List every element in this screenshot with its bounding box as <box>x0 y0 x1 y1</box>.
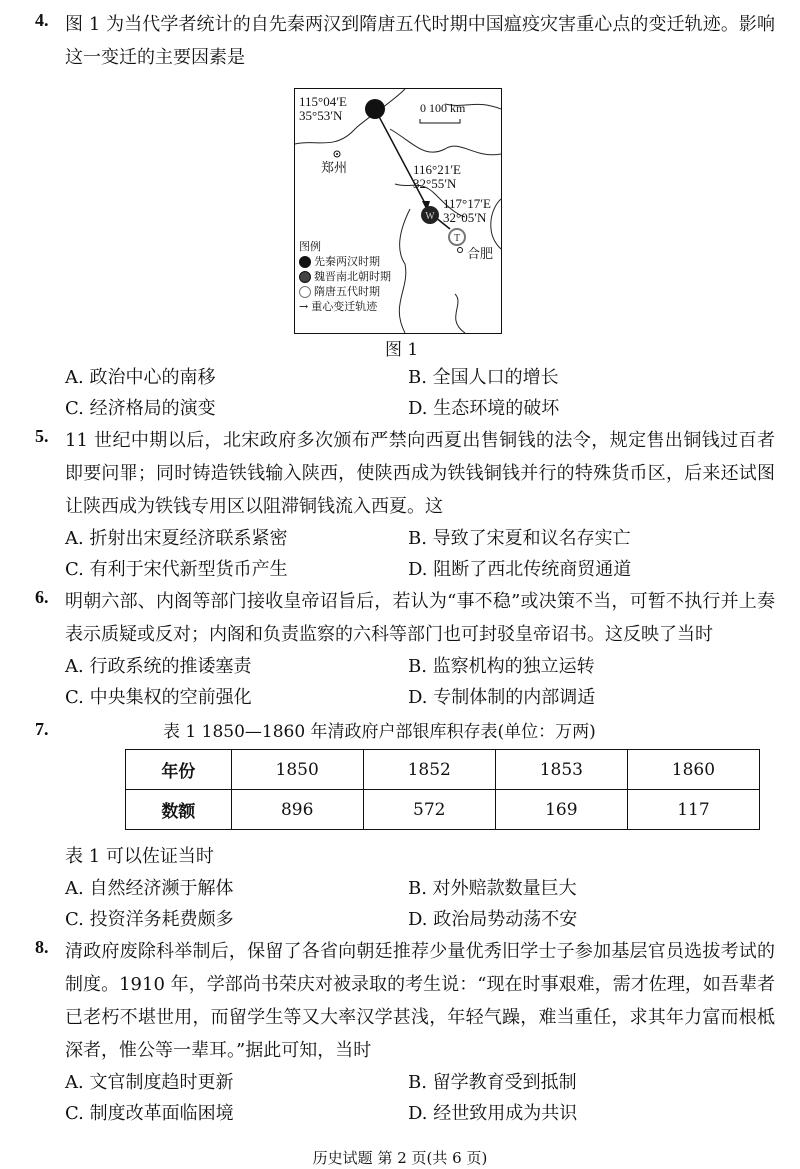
option-b[interactable]: B. 全国人口的增长 <box>408 367 559 388</box>
option-d[interactable]: D. 经世致用成为共识 <box>408 1103 578 1124</box>
question-stem: 明朝六部、内阁等部门接收皇帝诏旨后，若认为“事不稳”或决策不当，可暂不执行并上奏表示质疑或反对；内阁和负责监察的六科等部门也可封驳皇帝诏书。这反映了当时 <box>65 591 775 645</box>
question-6 <box>35 585 775 713</box>
option-a[interactable]: A. 文官制度趋时更新 <box>65 1072 234 1093</box>
city-zhengzhou: 郑州 <box>321 160 348 175</box>
table-caption: 表 1 1850—1860 年清政府户部银库积存表(单位：万两) <box>163 722 596 742</box>
table-cell: 1850 <box>231 750 363 790</box>
option-c[interactable]: C. 投资洋务耗费颇多 <box>65 909 234 930</box>
question-7 <box>35 717 775 935</box>
city-hefei: 合肥 <box>467 246 494 261</box>
question-number: 4. <box>35 10 49 30</box>
question-4 <box>35 8 775 74</box>
point-2-coords: 116°21′E 32°55′N <box>413 162 462 191</box>
question-stem: 清政府废除科举制后，保留了各省向朝廷推荐少量优秀旧学士子参加基层官员选拔考试的制度。1910 年，学部尚书荣庆对被录取的考生说：“现在时事艰难，需才佐理，如吾辈者已老朽不堪世用，而留学生等又大率汉学甚浅，年轻气躁，难当重任，求其年力富而根柢深者，惟公等一辈耳。”据此可知，当时 <box>65 941 775 1061</box>
option-c[interactable]: C. 制度改革面临困境 <box>65 1103 234 1124</box>
marker-pre-qin-han <box>365 99 385 119</box>
silver-reserve-table <box>125 749 760 830</box>
point-3-coords: 117°17′E 32°05′N <box>443 196 492 225</box>
question-8 <box>35 935 775 1129</box>
question-7-header <box>35 717 775 747</box>
legend-item: 魏晋南北朝时期 <box>314 270 391 283</box>
legend-item: 重心变迁轨迹 <box>311 300 378 313</box>
table-row <box>126 790 760 830</box>
question-5 <box>35 424 775 585</box>
arrow-icon: → <box>299 300 309 313</box>
question-4-options <box>35 362 775 424</box>
question-number: 7. <box>35 719 49 739</box>
point-1-coords: 115°04′E 35°53′N <box>299 94 348 123</box>
option-a[interactable]: A. 行政系统的推诿塞责 <box>65 656 252 677</box>
marker-w-label: W <box>425 211 435 222</box>
option-d[interactable]: D. 生态环境的破坏 <box>408 398 560 419</box>
question-stem: 11 世纪中期以后，北宋政府多次颁布严禁向西夏出售铜钱的法令，规定售出铜钱过百者即要问罪；同时铸造铁钱输入陕西，使陕西成为铁钱铜钱并行的特殊货币区，后来还试图让陕西成为铁钱专用区以阻滞铜钱流入西夏。这 <box>65 430 775 517</box>
option-d[interactable]: D. 专制体制的内部调适 <box>408 687 596 708</box>
table-cell: 1852 <box>363 750 495 790</box>
question-number: 8. <box>35 937 49 957</box>
page-footer: 历史试题 第 2 页(共 6 页) <box>312 1149 488 1167</box>
table-cell: 896 <box>231 790 363 830</box>
sui-tang-marker-icon <box>299 286 311 298</box>
table-header: 数额 <box>126 790 232 830</box>
option-d[interactable]: D. 阻断了西北传统商贸通道 <box>408 559 632 580</box>
option-b[interactable]: B. 对外赔款数量巨大 <box>408 878 577 899</box>
option-b[interactable]: B. 留学教育受到抵制 <box>408 1072 577 1093</box>
scale-label: 0 100 km <box>420 101 466 115</box>
table-cell: 1853 <box>495 750 627 790</box>
option-a[interactable]: A. 折射出宋夏经济联系紧密 <box>65 528 288 549</box>
option-a[interactable]: A. 政治中心的南移 <box>65 367 216 388</box>
question-number: 6. <box>35 587 49 607</box>
question-stem: 表 1 可以佐证当时 <box>65 846 214 867</box>
pre-qin-marker-icon <box>299 256 311 268</box>
legend-item: 先秦两汉时期 <box>314 255 380 268</box>
option-b[interactable]: B. 导致了宋夏和议名存实亡 <box>408 528 631 549</box>
table-header: 年份 <box>126 750 232 790</box>
table-row <box>126 750 760 790</box>
option-c[interactable]: C. 经济格局的演变 <box>65 398 216 419</box>
option-a[interactable]: A. 自然经济濒于解体 <box>65 878 234 899</box>
option-b[interactable]: B. 监察机构的独立运转 <box>408 656 595 677</box>
table-cell: 169 <box>495 790 627 830</box>
table-cell: 1860 <box>627 750 759 790</box>
question-number: 5. <box>35 426 49 446</box>
figure-caption: 图 1 <box>385 340 419 360</box>
table-cell: 117 <box>627 790 759 830</box>
wei-jin-marker-icon <box>299 271 311 283</box>
option-c[interactable]: C. 有利于宋代新型货币产生 <box>65 559 288 580</box>
option-d[interactable]: D. 政治局势动荡不安 <box>408 909 578 930</box>
figure-1-map <box>294 88 502 334</box>
table-cell: 572 <box>363 790 495 830</box>
trajectory-arrow <box>375 109 427 207</box>
marker-t-label: T <box>453 233 461 244</box>
map-legend <box>299 239 391 314</box>
option-c[interactable]: C. 中央集权的空前强化 <box>65 687 252 708</box>
legend-title: 图例 <box>299 240 321 253</box>
scale-bar <box>420 119 460 123</box>
question-stem: 图 1 为当代学者统计的自先秦两汉到隋唐五代时期中国瘟疫灾害重心点的变迁轨迹。影响这一变迁的主要因素是 <box>65 14 775 68</box>
legend-item: 隋唐五代时期 <box>314 285 380 298</box>
